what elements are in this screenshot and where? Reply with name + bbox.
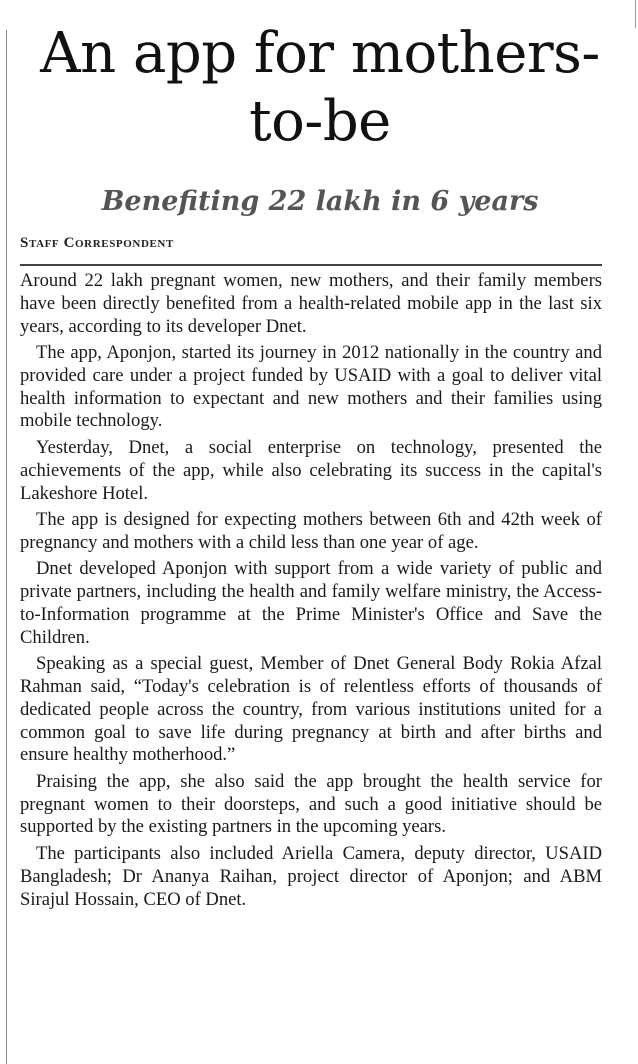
paragraph: Praising the app, she also said the app brought the health service for pregnant women to their doorsteps, and such a good initiative should be supported by the existing partners in the upcoming years.	[20, 770, 602, 838]
paragraph: The app is designed for expecting mothers between 6th and 42th week of pregnancy and mothers with a child less than one year of age.	[20, 509, 602, 553]
paragraph: Yesterday, Dnet, a social enterprise on technology, presented the achievements of the app, while also celebrating its success in the capital's Lakeshore Hotel.	[20, 436, 602, 504]
paragraph: Dnet developed Aponjon with support from a wide variety of public and private partners, including the health and family welfare ministry, the Access-to-Information programme at the Prime Minister's Office and Save the Children.	[20, 558, 602, 648]
article-body	[20, 270, 602, 915]
paragraph: Speaking as a special guest, Member of Dnet General Body Rokia Afzal Rahman said, “Today's celebration is of relentless efforts of thousands of dedicated people across the country, from various institutions united for a common goal to save life during pregnancy at birth and after births and ensure healthy motherhood.”	[20, 653, 602, 766]
paragraph: Around 22 lakh pregnant women, new mothers, and their family members have been directly benefited from a health-related mobile app in the last six years, according to its developer Dnet.	[20, 270, 602, 337]
headline: An app for mothers-to-be	[40, 21, 600, 154]
subheadline: Benefiting 22 lakh in 6 years	[101, 186, 539, 217]
top-right-divider	[635, 0, 636, 28]
paragraph: The app, Aponjon, started its journey in 2012 nationally in the country and provided care under a project funded by USAID with a goal to deliver vital health information to expectant and new mothers and their families using mobile technology.	[20, 342, 602, 432]
byline: Staff Correspondent	[20, 235, 174, 251]
byline-divider	[20, 264, 602, 266]
paragraph: The participants also included Ariella Camera, deputy director, USAID Bangladesh; Dr Ananya Raihan, project director of Aponjon; and ABM Sirajul Hossain, CEO of Dnet.	[20, 842, 602, 910]
column-divider	[6, 30, 7, 1064]
